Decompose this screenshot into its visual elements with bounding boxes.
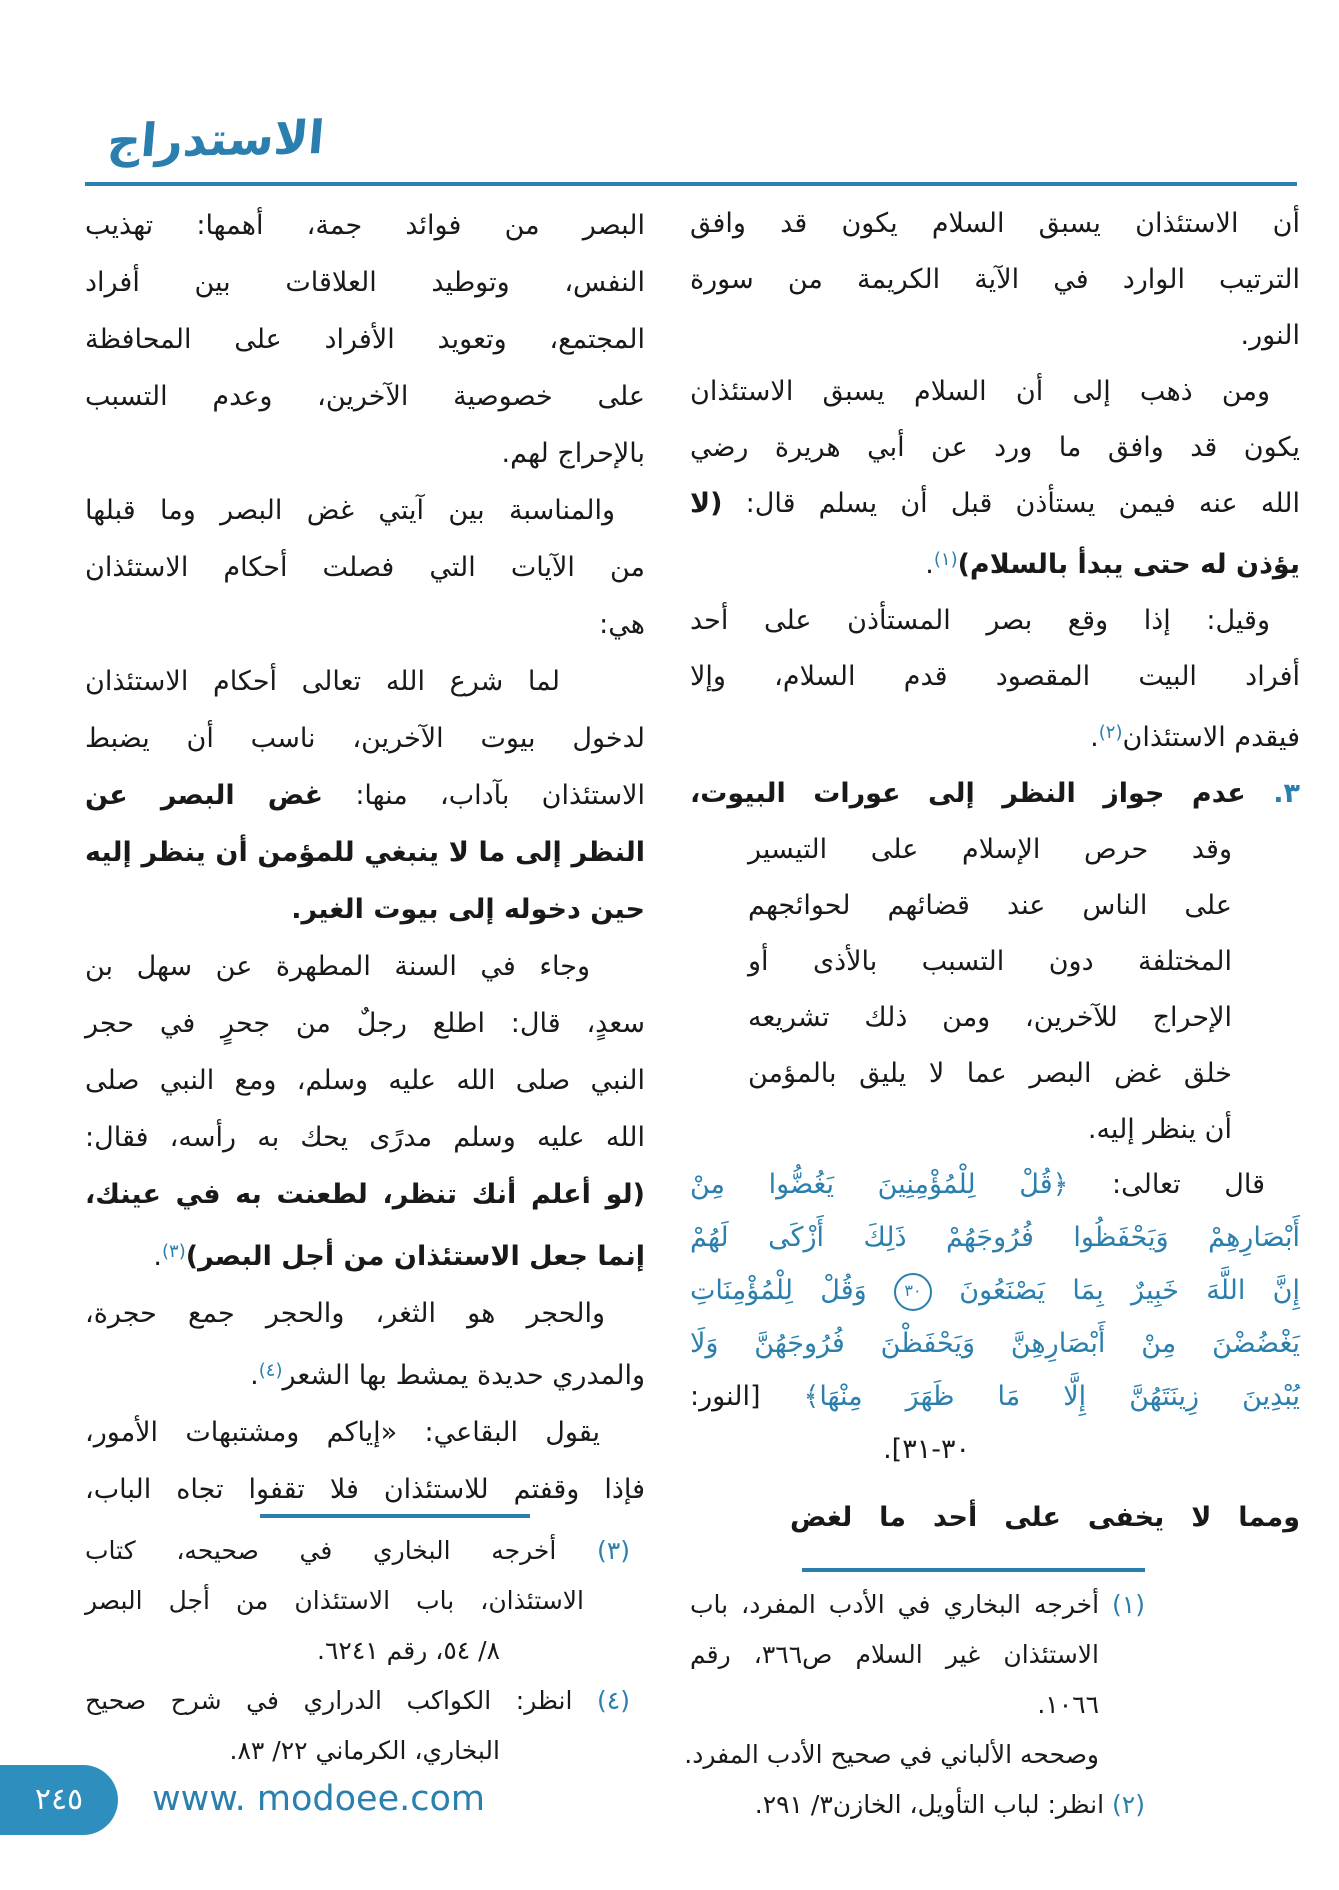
text-line <box>85 938 645 995</box>
text-segment: . <box>250 1360 259 1391</box>
text-segment: أن الاستئذان يسبق السلام يكون قد وافق <box>690 208 1300 239</box>
text-line <box>690 878 1300 934</box>
text-line <box>690 1102 1300 1158</box>
text-line <box>690 1370 1300 1423</box>
text-line <box>85 482 645 539</box>
text-line <box>690 649 1300 705</box>
text-line <box>690 1490 1300 1546</box>
footnote-line <box>85 1626 630 1676</box>
text-line <box>85 881 645 938</box>
quran-verse-segment: يَغْضُضْنَ مِنْ أَبْصَارِهِنَّ وَيَحْفَظْنَ فُرُوجَهُنَّ وَلَا <box>690 1328 1300 1359</box>
footnote-line <box>85 1576 630 1626</box>
text-segment: المختلفة دون التسبب بالأذى أو <box>748 946 1232 977</box>
footnote-lines-left <box>85 1526 630 1776</box>
text-segment: والمناسبة بين آيتي غض البصر وما قبلها <box>85 495 615 526</box>
text-line <box>85 368 645 425</box>
text-line <box>690 990 1300 1046</box>
text-segment: . <box>1090 722 1099 753</box>
text-segment: ٨/ ٥٤، رقم ٦٢٤١. <box>317 1636 500 1665</box>
text-segment: والحجر هو الثغر، والحجر جمع حجرة، <box>85 1298 605 1329</box>
footnote-marker: (٢) <box>1098 722 1123 743</box>
text-segment: قال تعالى: <box>1068 1169 1266 1200</box>
text-segment: الاستئذان، باب الاستئذان من أجل البصر <box>85 1586 584 1615</box>
text-segment: فإذا وقفتم للاستئذان فلا تقفوا تجاه الباب، <box>85 1474 645 1505</box>
footnote-rule <box>802 1568 1145 1572</box>
text-line <box>85 596 645 653</box>
text-segment: والمدري حديدة يمشط بها الشعر <box>282 1360 645 1391</box>
text-segment: إنما جعل الاستئذان من أجل البصر) <box>185 1241 645 1272</box>
text-segment: الاستئذان بآداب، منها: <box>323 780 645 811</box>
text-line <box>690 1046 1300 1102</box>
text-segment: وصححه الألباني في صحيح الأدب المفرد. <box>684 1740 1099 1769</box>
quran-verse-segment: إِنَّ اللَّهَ خَبِيرٌ بِمَا يَصْنَعُونَ <box>931 1275 1300 1306</box>
footnote-marker: (٤) <box>258 1360 283 1381</box>
footnote-line <box>690 1630 1145 1730</box>
text-line <box>85 254 645 311</box>
quran-verse-segment: يُبْدِينَ زِينَتَهُنَّ إِلَّا مَا ظَهَرَ مِنْهَا﴾ <box>803 1381 1300 1412</box>
footnote-line <box>690 1580 1145 1630</box>
text-line <box>690 822 1300 878</box>
text-line <box>85 1461 645 1518</box>
text-segment: حين دخوله إلى بيوت الغير. <box>291 894 645 925</box>
text-segment: وقيل: إذا وقع بصر المستأذن على أحد <box>690 605 1270 636</box>
text-segment: عدم جواز النظر إلى عورات البيوت، <box>690 778 1246 809</box>
ayah-number-badge: ٣٠ <box>894 1273 932 1311</box>
text-segment: لما شرع الله تعالى أحكام الاستئذان <box>85 666 560 697</box>
text-segment: . <box>153 1241 162 1272</box>
text-segment: على خصوصية الآخرين، وعدم التسبب <box>85 381 645 412</box>
text-segment: انظر: الكواكب الدراري في شرح صحيح <box>85 1686 573 1715</box>
text-line <box>85 1109 645 1166</box>
footnote-marker: (٢) <box>1104 1790 1145 1819</box>
text-line <box>690 1158 1300 1211</box>
footnote-block-left <box>85 1514 630 1776</box>
text-segment: خلق غض البصر عما لا يليق بالمؤمن <box>748 1058 1232 1089</box>
text-line <box>85 1223 645 1285</box>
footnote-marker: (١) <box>933 549 958 570</box>
footnote-line <box>690 1780 1145 1830</box>
text-segment: (لو أعلم أنك تنظر، لطعنت به في عينك، <box>85 1179 645 1210</box>
footnote-rule <box>260 1514 530 1518</box>
text-line <box>85 1404 645 1461</box>
text-segment: ومن ذهب إلى أن السلام يسبق الاستئذان <box>690 376 1270 407</box>
text-line <box>690 420 1300 476</box>
text-segment: الترتيب الوارد في الآية الكريمة من سورة <box>690 264 1300 295</box>
text-line <box>690 934 1300 990</box>
footnote-marker: (٣) <box>162 1241 186 1262</box>
text-line <box>85 653 645 710</box>
text-segment: . <box>925 549 934 580</box>
text-segment: الإحراج للآخرين، ومن ذلك تشريعه <box>748 1002 1232 1033</box>
column-left <box>85 197 645 1518</box>
page-title-calligraphy: الاستدراج <box>105 110 327 168</box>
footnote-block-right <box>684 1568 1145 1830</box>
text-segment: النبي صلى الله عليه وسلم، ومع النبي صلى <box>85 1065 645 1096</box>
footnote-line <box>85 1676 630 1726</box>
text-line <box>690 252 1300 308</box>
quran-verse-segment: وَقُلْ لِلْمُؤْمِنَاتِ <box>690 1275 894 1306</box>
text-line <box>690 196 1300 252</box>
text-line <box>690 593 1300 649</box>
text-segment: النفس، وتوطيد العلاقات بين أفراد <box>85 267 645 298</box>
text-segment: أخرجه البخاري في الأدب المفرد، باب <box>690 1590 1100 1619</box>
text-segment: هي: <box>599 609 645 640</box>
text-segment: البخاري، الكرماني ٢٢/ ٨٣. <box>229 1736 500 1765</box>
text-segment: الاستئذان غير السلام ص٣٦٦، رقم ١٠٦٦. <box>690 1640 1100 1719</box>
text-line <box>85 1052 645 1109</box>
text-segment: الله عليه وسلم مدرًى يحك به رأسه، فقال: <box>85 1122 645 1153</box>
footnote-line <box>85 1526 630 1576</box>
quran-verse-segment: أَبْصَارِهِمْ وَيَحْفَظُوا فُرُوجَهُمْ ذَلِكَ أَزْكَى لَهُمْ <box>690 1222 1300 1253</box>
page-number-badge: ٢٤٥ <box>0 1765 118 1835</box>
text-segment: غض البصر عن <box>85 780 324 811</box>
text-line <box>690 364 1300 420</box>
text-segment: لدخول بيوت الآخرين، ناسب أن يضبط <box>85 723 645 754</box>
text-line <box>690 705 1300 766</box>
text-line <box>85 710 645 767</box>
text-segment: يقول البقاعي: «إياكم ومشتبهات الأمور، <box>85 1417 600 1448</box>
text-line <box>690 766 1300 822</box>
footnote-marker: (٣) <box>556 1536 631 1565</box>
text-segment: وجاء في السنة المطهرة عن سهل بن <box>85 951 590 982</box>
text-segment: البصر من فوائد جمة، أهمها: تهذيب <box>85 210 645 241</box>
text-segment: ٣. <box>1245 778 1300 809</box>
text-line <box>690 1211 1300 1264</box>
text-segment: سعدٍ، قال: اطلع رجلٌ من جحرٍ في حجر <box>85 1008 645 1039</box>
footnote-line <box>85 1726 630 1776</box>
footnote-marker: (١) <box>1099 1590 1145 1619</box>
text-segment: المجتمع، وتعويد الأفراد على المحافظة <box>85 324 645 355</box>
text-line <box>690 308 1300 364</box>
text-line <box>85 1285 645 1342</box>
header-rule <box>85 182 1297 186</box>
text-segment: [النور: <box>690 1381 804 1412</box>
text-line <box>85 539 645 596</box>
text-segment: يكون قد وافق ما ورد عن أبي هريرة رضي <box>690 432 1300 463</box>
text-segment: أخرجه البخاري في صحيحه، كتاب <box>85 1536 557 1565</box>
text-line <box>690 1264 1300 1317</box>
website-url: www. modoee.com <box>152 1779 485 1819</box>
text-line <box>690 1423 1300 1476</box>
text-segment: من الآيات التي فصلت أحكام الاستئذان <box>85 552 645 583</box>
text-line <box>85 311 645 368</box>
text-segment: أفراد البيت المقصود قدم السلام، وإلا <box>690 661 1300 692</box>
text-segment: ٣٠-٣١]. <box>883 1434 970 1465</box>
text-line <box>85 197 645 254</box>
text-line <box>85 1342 645 1404</box>
text-segment: بالإحراج لهم. <box>501 438 645 469</box>
text-line <box>85 824 645 881</box>
text-line <box>85 1166 645 1223</box>
text-segment: النظر إلى ما لا ينبغي للمؤمن أن ينظر إليه <box>85 837 645 868</box>
text-segment: ومما لا يخفى على أحد ما لغض <box>790 1502 1300 1533</box>
text-segment: انظر: لباب التأويل، الخازن٣/ ٢٩١. <box>754 1790 1105 1819</box>
text-segment: وقد حرص الإسلام على التيسير <box>748 834 1232 865</box>
text-segment: يؤذن له حتى يبدأ بالسلام) <box>957 549 1300 580</box>
text-line <box>690 1317 1300 1370</box>
quran-verse-segment: ﴿قُلْ لِلْمُؤْمِنِينَ يَغُضُّوا مِنْ <box>690 1169 1069 1200</box>
column-right <box>690 196 1300 1546</box>
text-segment: النور. <box>1240 320 1300 351</box>
text-segment: فيقدم الاستئذان <box>1122 722 1300 753</box>
footnote-lines-right <box>684 1580 1145 1830</box>
text-segment: الله عنه فيمن يستأذن قبل أن يسلم قال: <box>722 488 1300 519</box>
text-segment: أن ينظر إليه. <box>1087 1114 1232 1145</box>
text-line <box>85 995 645 1052</box>
text-line <box>85 425 645 482</box>
text-line <box>690 476 1300 532</box>
text-line <box>690 532 1300 593</box>
text-segment: (لا <box>690 488 723 519</box>
footnote-line <box>684 1730 1145 1780</box>
footnote-marker: (٤) <box>572 1686 630 1715</box>
text-line <box>85 767 645 824</box>
text-segment: على الناس عند قضائهم لحوائجهم <box>748 890 1232 921</box>
